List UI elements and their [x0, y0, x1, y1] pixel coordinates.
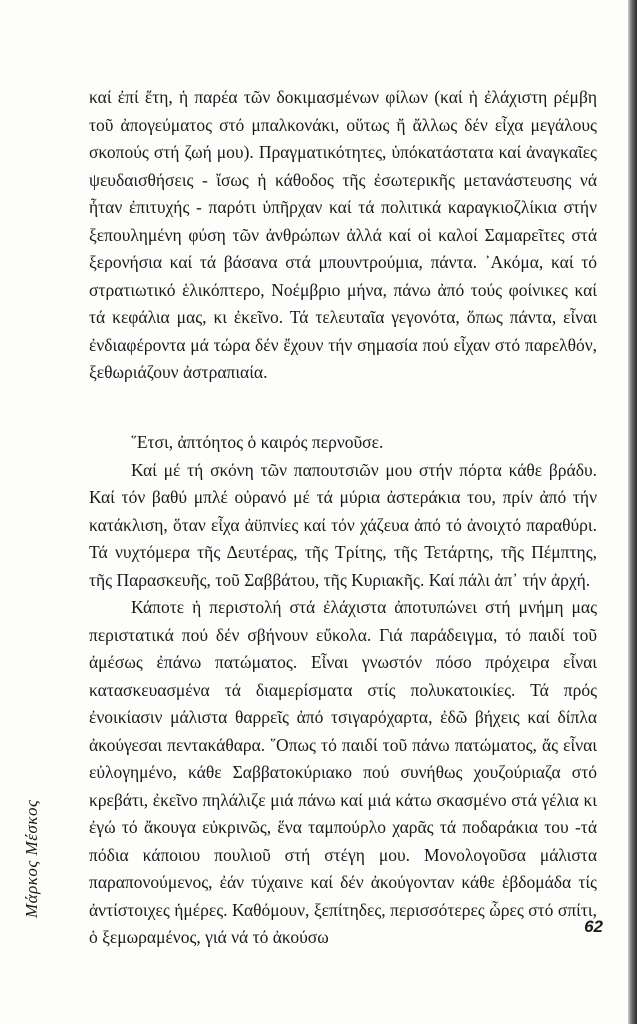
paragraph-nights: Καί μέ τή σκόνη τῶν παπουτσιῶν μου στήν πόρτα κάθε βράδυ. Καί τόν βαθύ μπλέ οὐρανό μέ τά μύρια ἀστεράκια του, πρίν ἀπό τήν κατάκλιση, ὅταν εἶχα ἀϋπνίες καί τόν χάζευα ἀπό τό ἀνοιχτό παραθύρι. Τά νυχτόμερα τῆς Δευτέρας, τῆς Τρίτης, τῆς Τετάρτης, τῆς Πέμπτης, τῆς Παρασκευῆς, τοῦ Σαββάτου, τῆς Κυριακῆς. Καί πάλι ἀπ᾿ τήν ἀρχή.	[89, 459, 597, 590]
author-name-margin: Μάρκος Μέσκος	[22, 799, 41, 918]
text-section-top	[89, 84, 597, 387]
page-number: 62	[584, 917, 603, 936]
opening-line: ῞Ετσι, ἀπτόητος ὁ καιρός περνοῦσε.	[131, 432, 384, 452]
paragraph-child-upstairs: Κάποτε ἡ περιστολή στά ἐλάχιστα ἀποτυπώνει στή μνήμη μας περιστατικά πού δέν σβήνουν εὔκολα. Γιά παράδειγμα, τό παιδί τοῦ ἀμέσως ἐπάνω πατώματος. Εἶναι γνωστόν πόσο πρόχειρα εἶναι κατασκευασμένα τά διαμερίσματα στίς πολυκατοικίες. Τά πρός ἐνοικίασιν μάλιστα θαρρεῖς ἀπό τσιγαρόχαρτα, ἐδῶ βήχεις καί δίπλα ἀκούγεσαι πεντακάθαρα. ῞Οπως τό παιδί τοῦ πάνω πατώματος, ἄς εἶναι εὐλογημένο, κάθε Σαββατοκύριακο πού συνήθως χουζούριαζα στό κρεβάτι, ἐκεῖνο πηλάλιζε μιά πάνω καί μιά κάτω σκασμένο στά γέλια κι ἐγώ τό ἄκουγα εὐκρινῶς, ἕνα ταμπούρλο χαρᾶς τά ποδαράκια του -τά πόδια κάποιου πουλιοῦ στή στέγη μου. Μονολογοῦσα μάλιστα παραπονούμενος, ἐάν τύχαινε καί δέν ἀκούγονταν κάθε ἑβδομάδα τίς ἀντίστοιχες ἡμέρες. Καθόμουν, ξεπίτηδες, περισσότερες ὧρες στό σπίτι, ὁ ξεμωραμένος, γιά νά τό ἀκούσω	[89, 597, 597, 947]
paragraph-continuation: καί ἐπί ἔτη, ἡ παρέα τῶν δοκιμασμένων φίλων (καί ἡ ἐλάχιστη ρέμβη τοῦ ἀπογεύματος στό μπαλκονάκι, οὕτως ἤ ἄλλως δέν εἶχα μεγάλους σκοπούς στή ζωή μου). Πραγματικότητες, ὑπόκατάστατα καί ἀναγκαῖες ψευδαισθήσεις - ἴσως ἡ κάθοδος τῆς ἐσωτερικῆς μετανάστευσης νά ἦταν ἐπιτυχής - παρότι ὑπῆρχαν καί τά πολιτικά καραγκιοζλίκια στήν ξεπουλημένη φύση τῶν ἀνθρώπων ἀλλά καί οἱ καλοί Σαμαρεῖτες στά ξερονήσια καί τά βάσανα στά μπουντρούμια, πάντα. ᾿Ακόμα, καί τό στρατιωτικό ἑλικόπτερο, Νοέμβριο μήνα, πάνω ἀπό τούς φοίνικες καί τά κεφάλια μας, κι ἐκεῖνο. Τά τελευταῖα γεγονότα, ὅπως πάντα, εἶναι ἐνδιαφέροντα μά τώρα δέν ἔχουν τήν σημασία πού εἶχαν στό παρελθόν, ξεθωριάζουν ἀστραπιαία.	[89, 87, 597, 382]
page-edge-shadow	[628, 0, 637, 1024]
text-section-bottom	[89, 429, 597, 952]
